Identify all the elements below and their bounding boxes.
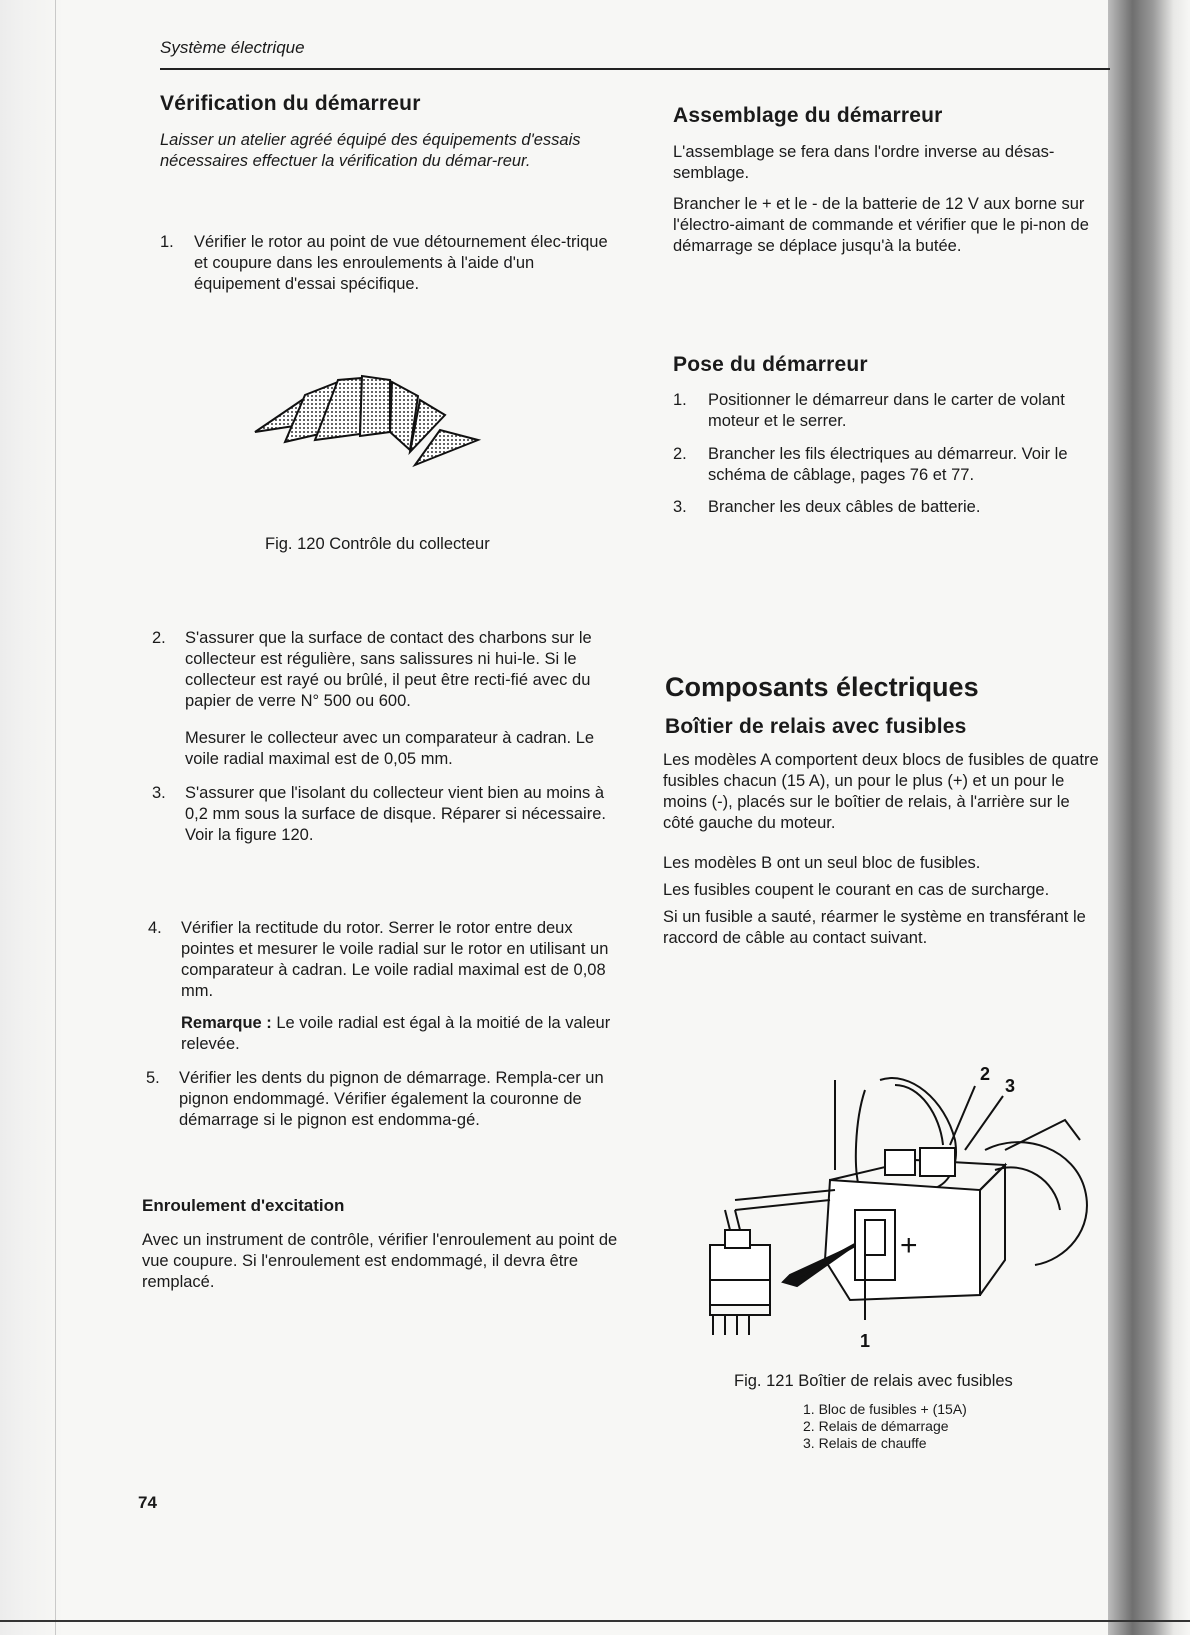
- legend-text: Relais de chauffe: [818, 1435, 927, 1451]
- fig120-caption: Fig. 120 Contrôle du collecteur: [265, 535, 490, 553]
- header-rule: [160, 68, 1110, 70]
- legend-item: [803, 1435, 967, 1452]
- legend-number: 2.: [803, 1418, 815, 1434]
- commutator-figure: [250, 370, 500, 490]
- step-text: Vérifier la rectitude du rotor. Serrer le rotor entre deux pointes et mesurer le voile radial sur le rotor en utilisant un comparateur à cadran. Le voile radial maximal est de 0,08 mm.: [181, 919, 609, 1000]
- verification-title: Vérification du démarreur: [160, 92, 421, 115]
- legend-number: 1.: [803, 1401, 815, 1417]
- composants-p1: Les modèles A comportent deux blocs de fusibles de quatre fusibles chacun (15 A), un pour le plus (+) et un pour le moins (-), placés sur le boîtier de relais, à l'arrière sur le côté gauche du moteur.: [663, 751, 1099, 832]
- binding-line: [55, 0, 56, 1635]
- step-number: 1.: [160, 233, 174, 251]
- assemblage-p2: Brancher le + et le - de la batterie de 12 V aux borne sur l'électro-aimant de commande et vérifier que le pi-non de démarrage se déplace jusqu'à la butée.: [673, 195, 1089, 255]
- callout-2: 2: [980, 1064, 991, 1084]
- pose-title: Pose du démarreur: [673, 353, 868, 376]
- pose-item-number: 2.: [673, 445, 687, 463]
- page-number: 74: [138, 1493, 157, 1512]
- assemblage-title: Assemblage du démarreur: [673, 104, 943, 127]
- running-head: Système électrique: [160, 38, 305, 57]
- pose-item-number: 3.: [673, 498, 687, 516]
- pose-item-text: Brancher les fils électriques au démarreur. Voir le schéma de câblage, pages 76 et 77.: [708, 445, 1068, 484]
- assemblage-p1: L'assemblage se fera dans l'ordre inverse au désas-semblage.: [673, 143, 1055, 182]
- relay-box-subtitle: Boîtier de relais avec fusibles: [665, 715, 967, 738]
- plus-label: +: [900, 1229, 918, 1262]
- legend-text: Relais de démarrage: [818, 1418, 949, 1434]
- composants-p3: Les fusibles coupent le courant en cas de surcharge.: [663, 881, 1050, 899]
- legend-item: [803, 1418, 967, 1435]
- pose-item-text: Brancher les deux câbles de batterie.: [708, 498, 981, 516]
- callout-3: 3: [1005, 1076, 1016, 1096]
- legend-item: [803, 1401, 967, 1418]
- relay-box-figure: [735, 1060, 1095, 1350]
- page-right-edge-shadow: [1108, 0, 1190, 1635]
- fig121-caption: Fig. 121 Boîtier de relais avec fusibles: [734, 1372, 1013, 1390]
- excitation-text: Avec un instrument de contrôle, vérifier l'enroulement au point de vue coupure. Si l'enroulement est endommagé, il devra être remplacé.: [142, 1231, 618, 1291]
- remark-text: Le voile radial est égal à la moitié de la valeur relevée.: [181, 1014, 611, 1053]
- legend-text: Bloc de fusibles + (15A): [818, 1401, 967, 1417]
- composants-title: Composants électriques: [665, 672, 979, 702]
- callout-1: 1: [860, 1331, 871, 1351]
- step-text: S'assurer que l'isolant du collecteur vient bien au moins à 0,2 mm sous la surface de disque. Réparer si nécessaire. Voir la figure 120.: [185, 784, 606, 844]
- excitation-title: Enroulement d'excitation: [142, 1196, 345, 1215]
- legend-number: 3.: [803, 1435, 815, 1451]
- step-number: 5.: [146, 1069, 160, 1087]
- step-text: Vérifier les dents du pignon de démarrage. Rempla-cer un pignon endommagé. Vérifier également la couronne de démarrage si le pignon est endomma-gé.: [179, 1069, 604, 1129]
- pose-item-text: Positionner le démarreur dans le carter de volant moteur et le serrer.: [708, 391, 1065, 430]
- remark: [181, 1013, 626, 1055]
- step-text: Vérifier le rotor au point de vue détournement élec-trique et coupure dans les enroulements à l'aide d'un équipement d'essai spécifique.: [194, 233, 608, 293]
- composants-p4: Si un fusible a sauté, réarmer le système en transférant le raccord de câble au contact suivant.: [663, 908, 1086, 947]
- composants-p2: Les modèles B ont un seul bloc de fusibles.: [663, 854, 981, 872]
- verification-intro: Laisser un atelier agréé équipé des équipements d'essais nécessaires effectuer la vérification du démar-reur.: [160, 131, 581, 170]
- step-number: 3.: [152, 784, 166, 802]
- step-number: 4.: [148, 919, 162, 937]
- step-number: 2.: [152, 629, 166, 647]
- step-text: S'assurer que la surface de contact des charbons sur le collecteur est régulière, sans salissures ni hui-le. Si le collecteur est rayé ou brûlé, il peut être recti-fié avec du papier de verre N° 500 ou 600.: [185, 629, 592, 710]
- bottom-rule: [0, 1620, 1190, 1622]
- verification-step-2-measure: Mesurer le collecteur avec un comparateur à cadran. Le voile radial maximal est de 0,05 mm.: [185, 729, 595, 768]
- remark-label: Remarque :: [181, 1014, 272, 1032]
- fig121-legend: [803, 1401, 967, 1452]
- pose-item-number: 1.: [673, 391, 687, 409]
